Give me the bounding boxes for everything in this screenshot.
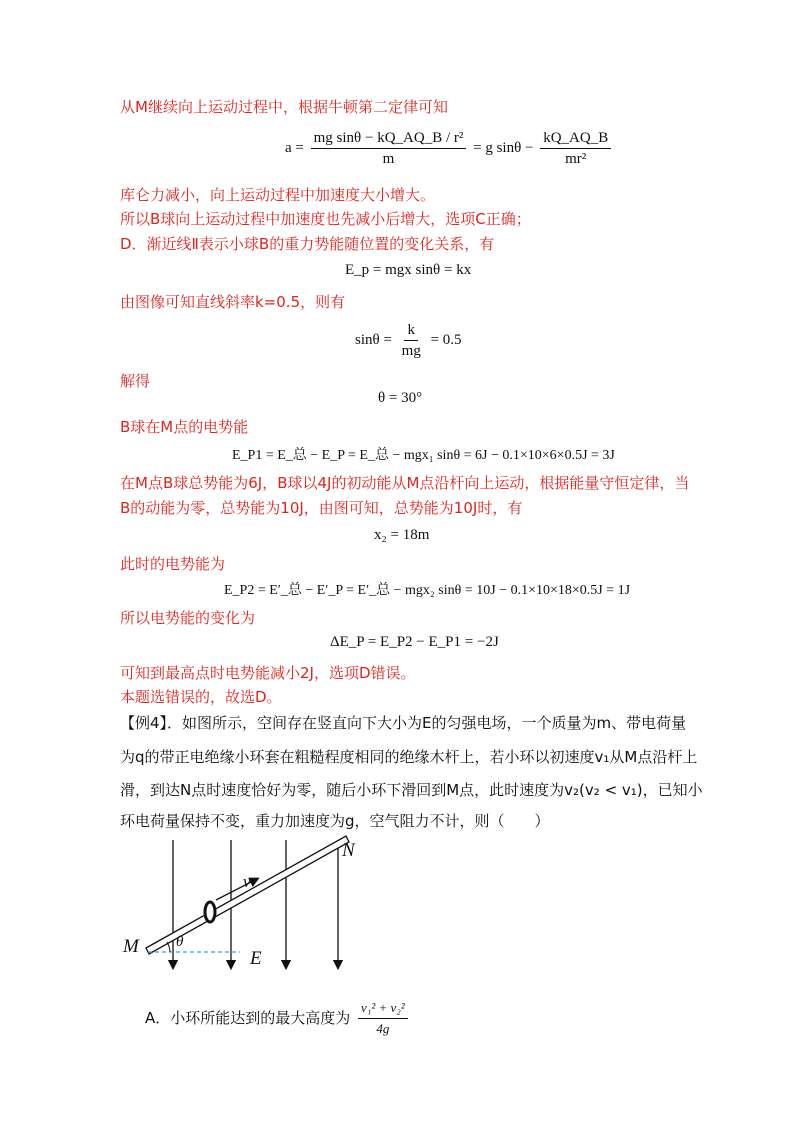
solution-line-3: 所以B球向上运动过程中加速度也先减小后增大，选项C正确； — [120, 210, 531, 228]
solution-line-13: 本题选错误的，故选D。 — [120, 688, 282, 706]
eq3-fraction — [399, 320, 424, 361]
solution-line-12: 可知到最高点时电势能减小2J，选项D错误。 — [120, 664, 416, 682]
solution-line-11: 所以电势能的变化为 — [120, 609, 256, 627]
option-a-denominator: 4g — [376, 1021, 390, 1036]
solution-line-5: 由图像可知直线斜率k=0.5，则有 — [120, 293, 346, 311]
label-v: v — [243, 872, 251, 891]
eq3-lhs: sinθ = — [355, 331, 392, 348]
eq1-numerator: mg sinθ − kQ_AQ_B / r² — [311, 128, 467, 149]
label-N: N — [342, 840, 355, 861]
label-theta: θ — [176, 934, 184, 950]
solution-line-6: 解得 — [120, 372, 151, 390]
label-M: M — [123, 936, 139, 957]
solution-line-8: 在M点B球总势能为6J，B球以4J的初动能从M点沿杆向上运动，根据能量守恒定律，当 — [120, 474, 690, 492]
eq1-fraction — [311, 128, 467, 169]
eq1-fraction-right — [540, 128, 611, 169]
example-line-4: 环电荷量保持不变，重力加速度为g，空气阻力不计，则（ ） — [120, 812, 550, 830]
eq1-lhs: a = — [285, 139, 304, 156]
physics-diagram — [110, 830, 370, 980]
equation-ep1: E_P1 = E_总 − E_P = E_总 − mgx₁ sinθ = 6J − 0.1×10×6×0.5J = 3J — [232, 448, 615, 463]
equation-theta: θ = 30° — [378, 390, 423, 406]
option-a-text: A．小环所能达到的最大高度为 — [145, 1009, 351, 1027]
eq1-right-denominator: mr² — [565, 151, 587, 167]
equation-newton — [285, 128, 614, 169]
eq3-numerator: k — [404, 320, 418, 341]
eq1-denominator: m — [382, 151, 395, 167]
eq3-rhs: = 0.5 — [430, 331, 462, 348]
example-line-2: 为q的带正电绝缘小环套在粗糙程度相同的绝缘木杆上，若小环以初速度v₁从M点沿杆上 — [120, 748, 698, 766]
example-line-1: 【例4】．如图所示，空间存在竖直向下大小为E的匀强电场，一个质量为m、带电荷量 — [120, 714, 687, 732]
example-line-3: 滑，到达N点时速度恰好为零，随后小环下滑回到M点，此时速度为v₂(v₂ < v₁)，已知小 — [120, 781, 703, 799]
equation-sin-theta — [355, 320, 462, 361]
label-E: E — [250, 948, 262, 969]
solution-line-7: B球在M点的电势能 — [120, 418, 249, 436]
solution-line-1: 从M继续向上运动过程中，根据牛顿第二定律可知 — [120, 98, 448, 116]
solution-line-10: 此时的电势能为 — [120, 555, 226, 573]
eq1-rhs: = g sinθ − — [473, 139, 534, 156]
solution-line-2: 库仑力减小，向上运动过程中加速度大小增大。 — [120, 186, 436, 204]
equation-delta-ep: ΔE_P = E_P2 − E_P1 = −2J — [330, 634, 499, 650]
equation-ep2: E_P2 = E′_总 − E′_P = E′_总 − mgx₂ sinθ = 10J − 0.1×10×18×0.5J = 1J — [224, 583, 631, 598]
option-a — [145, 998, 411, 1039]
ring — [205, 902, 215, 922]
solution-line-4: D．渐近线Ⅱ表示小球B的重力势能随位置的变化关系，有 — [120, 235, 495, 253]
solution-line-9: B的动能为零，总势能为10J，由图可知，总势能为10J时，有 — [120, 499, 523, 517]
eq3-denominator: mg — [401, 343, 421, 359]
equation-x2: x₂ = 18m — [374, 527, 430, 543]
option-a-fraction — [358, 998, 408, 1039]
eq1-right-numerator: kQ_AQ_B — [540, 128, 611, 149]
option-a-numerator: v₁² + v₂² — [358, 998, 408, 1019]
equation-potential-energy: E_p = mgx sinθ = kx — [345, 262, 472, 278]
